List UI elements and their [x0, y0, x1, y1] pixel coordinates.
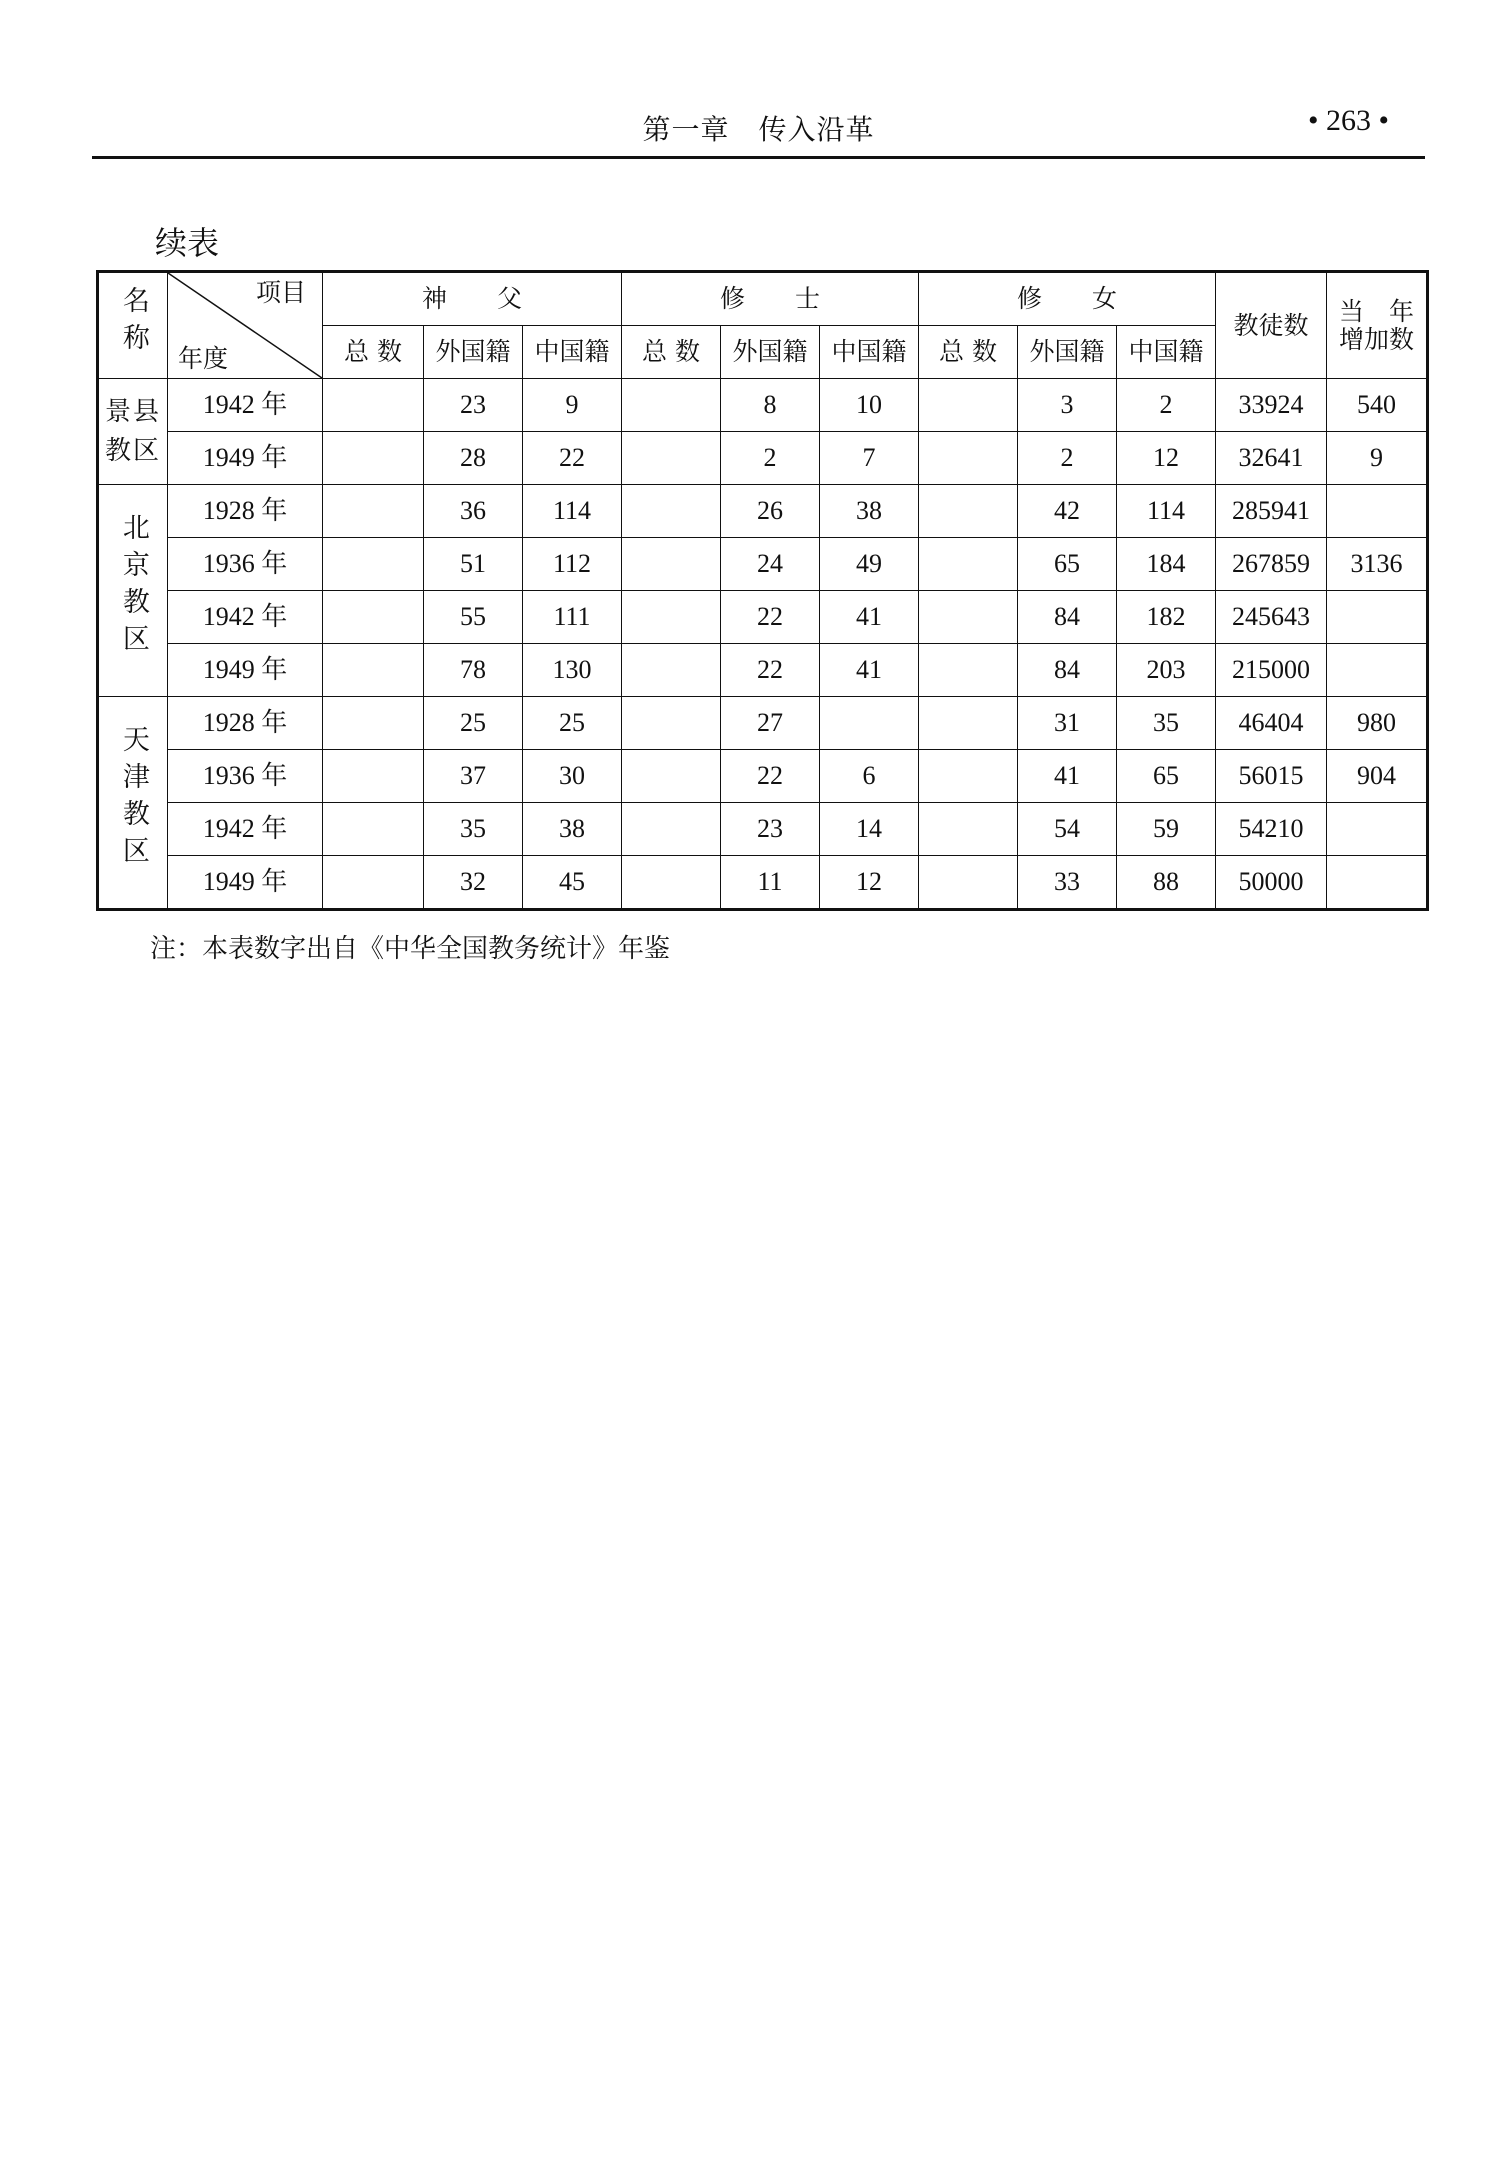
value-cell: 35: [424, 803, 523, 856]
header-brothers: 修 士: [622, 272, 919, 326]
value-cell: [919, 591, 1018, 644]
value-cell: 26: [721, 485, 820, 538]
value-cell: 50000: [1216, 856, 1327, 910]
value-cell: [919, 750, 1018, 803]
value-cell: [919, 697, 1018, 750]
value-cell: 59: [1117, 803, 1216, 856]
value-cell: [1327, 803, 1428, 856]
value-cell: 45: [523, 856, 622, 910]
value-cell: 22: [721, 644, 820, 697]
value-cell: [919, 538, 1018, 591]
value-cell: 114: [1117, 485, 1216, 538]
table-caption: 续表: [155, 224, 220, 262]
value-cell: 245643: [1216, 591, 1327, 644]
value-cell: 23: [424, 379, 523, 432]
table-row: [98, 803, 1428, 856]
value-cell: 7: [820, 432, 919, 485]
value-cell: 42: [1018, 485, 1117, 538]
header-priests: 神 父: [323, 272, 622, 326]
value-cell: [323, 750, 424, 803]
value-cell: [622, 432, 721, 485]
header-nuns: 修 女: [919, 272, 1216, 326]
value-cell: [622, 485, 721, 538]
value-cell: 184: [1117, 538, 1216, 591]
value-cell: [622, 856, 721, 910]
value-cell: [323, 803, 424, 856]
year-cell: 1942 年: [168, 379, 323, 432]
value-cell: 30: [523, 750, 622, 803]
value-cell: 24: [721, 538, 820, 591]
value-cell: 130: [523, 644, 622, 697]
value-cell: 2: [1117, 379, 1216, 432]
value-cell: 33: [1018, 856, 1117, 910]
value-cell: 25: [424, 697, 523, 750]
page-header: [92, 100, 1425, 159]
header-diagonal: [168, 272, 323, 379]
page-number: • 263 •: [1307, 104, 1389, 137]
value-cell: [1327, 591, 1428, 644]
table-row: [98, 591, 1428, 644]
value-cell: 14: [820, 803, 919, 856]
sub-foreign: 外国籍: [424, 326, 523, 379]
sub-chinese: 中国籍: [1117, 326, 1216, 379]
value-cell: 51: [424, 538, 523, 591]
value-cell: 25: [523, 697, 622, 750]
value-cell: [919, 856, 1018, 910]
statistics-table: [96, 270, 1429, 911]
value-cell: 2: [1018, 432, 1117, 485]
table-row: [98, 750, 1428, 803]
value-cell: 114: [523, 485, 622, 538]
value-cell: 32: [424, 856, 523, 910]
value-cell: 904: [1327, 750, 1428, 803]
value-cell: [1327, 856, 1428, 910]
year-cell: 1949 年: [168, 856, 323, 910]
year-cell: 1949 年: [168, 432, 323, 485]
diocese-name: 景县教区: [98, 379, 168, 485]
chapter-title: 第一章 传入沿革: [642, 113, 875, 146]
value-cell: 38: [523, 803, 622, 856]
value-cell: [820, 697, 919, 750]
value-cell: [919, 379, 1018, 432]
value-cell: 38: [820, 485, 919, 538]
value-cell: 31: [1018, 697, 1117, 750]
sub-chinese: 中国籍: [820, 326, 919, 379]
sub-foreign: 外国籍: [1018, 326, 1117, 379]
value-cell: 65: [1117, 750, 1216, 803]
value-cell: [919, 803, 1018, 856]
value-cell: 10: [820, 379, 919, 432]
value-cell: 980: [1327, 697, 1428, 750]
value-cell: 112: [523, 538, 622, 591]
value-cell: 84: [1018, 644, 1117, 697]
value-cell: [919, 432, 1018, 485]
value-cell: [323, 538, 424, 591]
value-cell: [323, 591, 424, 644]
value-cell: 54210: [1216, 803, 1327, 856]
value-cell: 41: [820, 591, 919, 644]
diocese-name: 天津教区: [98, 697, 168, 910]
year-cell: 1942 年: [168, 803, 323, 856]
value-cell: 11: [721, 856, 820, 910]
value-cell: [323, 485, 424, 538]
value-cell: 65: [1018, 538, 1117, 591]
value-cell: 3136: [1327, 538, 1428, 591]
value-cell: 3: [1018, 379, 1117, 432]
header-name: 名称: [98, 272, 168, 379]
value-cell: [622, 591, 721, 644]
value-cell: 55: [424, 591, 523, 644]
value-cell: 56015: [1216, 750, 1327, 803]
value-cell: 22: [721, 591, 820, 644]
value-cell: 22: [721, 750, 820, 803]
value-cell: 88: [1117, 856, 1216, 910]
value-cell: [323, 856, 424, 910]
value-cell: 78: [424, 644, 523, 697]
value-cell: 9: [1327, 432, 1428, 485]
table-row: [98, 432, 1428, 485]
table-row: [98, 538, 1428, 591]
value-cell: 32641: [1216, 432, 1327, 485]
value-cell: [323, 697, 424, 750]
value-cell: [622, 379, 721, 432]
value-cell: 36: [424, 485, 523, 538]
value-cell: [323, 379, 424, 432]
table-row: [98, 856, 1428, 910]
header-item: 项目: [255, 278, 306, 307]
value-cell: 12: [1117, 432, 1216, 485]
value-cell: [323, 644, 424, 697]
value-cell: 540: [1327, 379, 1428, 432]
value-cell: 49: [820, 538, 919, 591]
value-cell: [622, 644, 721, 697]
value-cell: 111: [523, 591, 622, 644]
value-cell: 84: [1018, 591, 1117, 644]
value-cell: [622, 803, 721, 856]
sub-foreign: 外国籍: [721, 326, 820, 379]
value-cell: 215000: [1216, 644, 1327, 697]
value-cell: 27: [721, 697, 820, 750]
year-cell: 1936 年: [168, 538, 323, 591]
table-body: [98, 379, 1428, 910]
value-cell: 22: [523, 432, 622, 485]
footnote: 注：本表数字出自《中华全国教务统计》年鉴: [150, 934, 671, 964]
table-row: [98, 379, 1428, 432]
value-cell: 2: [721, 432, 820, 485]
value-cell: [622, 697, 721, 750]
value-cell: 8: [721, 379, 820, 432]
header-increase: 当 年 增加数: [1327, 272, 1428, 379]
sub-total: 总 数: [323, 326, 424, 379]
header-believers: 教徒数: [1216, 272, 1327, 379]
year-cell: 1928 年: [168, 697, 323, 750]
value-cell: 54: [1018, 803, 1117, 856]
value-cell: [323, 432, 424, 485]
value-cell: 28: [424, 432, 523, 485]
year-cell: 1949 年: [168, 644, 323, 697]
table-row: [98, 485, 1428, 538]
value-cell: [622, 750, 721, 803]
value-cell: [1327, 485, 1428, 538]
value-cell: 46404: [1216, 697, 1327, 750]
year-cell: 1942 年: [168, 591, 323, 644]
diocese-name: 北京教区: [98, 485, 168, 697]
value-cell: 12: [820, 856, 919, 910]
year-cell: 1928 年: [168, 485, 323, 538]
value-cell: 41: [820, 644, 919, 697]
value-cell: [1327, 644, 1428, 697]
table-row: [98, 697, 1428, 750]
value-cell: 203: [1117, 644, 1216, 697]
value-cell: 9: [523, 379, 622, 432]
value-cell: 6: [820, 750, 919, 803]
value-cell: 35: [1117, 697, 1216, 750]
value-cell: 267859: [1216, 538, 1327, 591]
value-cell: [919, 485, 1018, 538]
sub-total: 总 数: [622, 326, 721, 379]
value-cell: [622, 538, 721, 591]
sub-total: 总 数: [919, 326, 1018, 379]
value-cell: 285941: [1216, 485, 1327, 538]
value-cell: [919, 644, 1018, 697]
value-cell: 182: [1117, 591, 1216, 644]
value-cell: 33924: [1216, 379, 1327, 432]
table-row: [98, 644, 1428, 697]
value-cell: 37: [424, 750, 523, 803]
year-cell: 1936 年: [168, 750, 323, 803]
sub-chinese: 中国籍: [523, 326, 622, 379]
value-cell: 41: [1018, 750, 1117, 803]
value-cell: 23: [721, 803, 820, 856]
header-year: 年度: [178, 343, 229, 373]
